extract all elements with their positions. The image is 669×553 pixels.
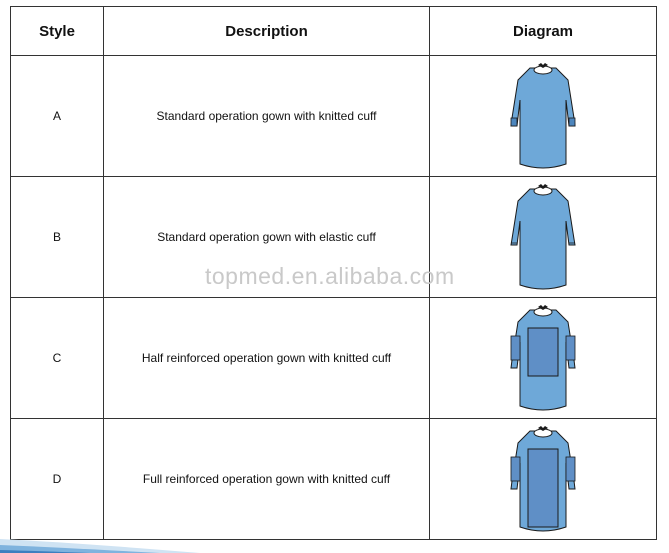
table-row xyxy=(11,419,657,540)
style-cell: A xyxy=(11,56,104,177)
gown-half-reinforced-icon xyxy=(508,302,578,414)
header-description: Description xyxy=(104,7,430,56)
description-cell: Full reinforced operation gown with knitted cuff xyxy=(104,419,430,540)
description-cell: Standard operation gown with elastic cuff xyxy=(104,177,430,298)
header-style: Style xyxy=(11,7,104,56)
description-cell: Half reinforced operation gown with knitted cuff xyxy=(104,298,430,419)
table-row xyxy=(11,298,657,419)
gown-full-reinforced-icon xyxy=(508,423,578,535)
style-cell: C xyxy=(11,298,104,419)
diagram-cell xyxy=(430,298,657,419)
style-cell: B xyxy=(11,177,104,298)
gown-knitted-cuff-icon xyxy=(508,60,578,172)
gown-style-table xyxy=(10,6,657,540)
diagram-cell xyxy=(430,56,657,177)
diagram-cell xyxy=(430,177,657,298)
header-diagram: Diagram xyxy=(430,7,657,56)
diagram-cell xyxy=(430,419,657,540)
style-cell: D xyxy=(11,419,104,540)
watermark: topmed.en.alibaba.com xyxy=(205,263,455,289)
gown-elastic-cuff-icon xyxy=(508,181,578,293)
header-row xyxy=(11,7,657,56)
table-row xyxy=(11,177,657,298)
description-cell: Standard operation gown with knitted cuff xyxy=(104,56,430,177)
decorative-swoosh xyxy=(0,533,200,553)
table-row xyxy=(11,56,657,177)
